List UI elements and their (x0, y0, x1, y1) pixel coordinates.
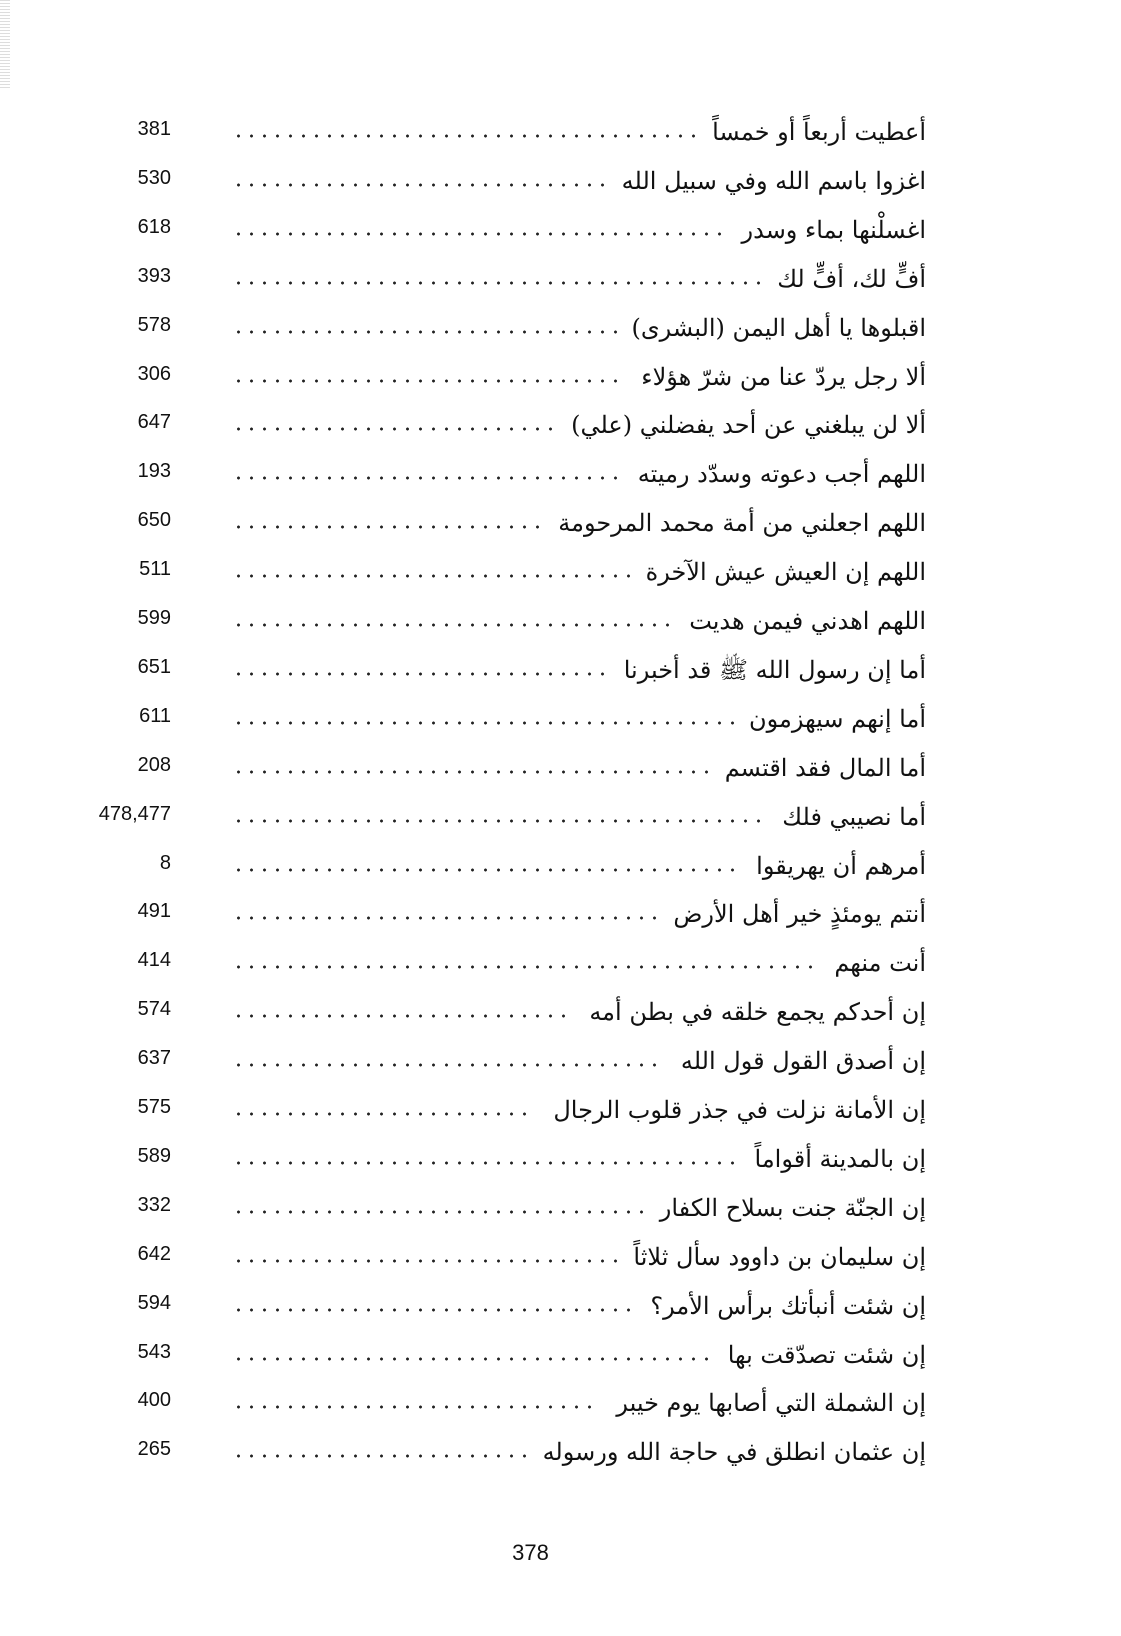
dot-leader (232, 867, 739, 873)
entry-text: اللهم اهدني فيمن هديت (689, 607, 926, 635)
entry-page-number: 193 (137, 460, 171, 483)
entry-page-number: 400 (137, 1389, 171, 1412)
dot-leader (232, 1160, 739, 1166)
index-entry (0, 405, 1121, 449)
entry-text: اقبلوها يا أهل اليمن (البشرى) (631, 313, 926, 342)
index-entry (0, 601, 1121, 645)
entry-page-number: 393 (137, 264, 171, 287)
dot-leader (232, 426, 557, 432)
index-entry (0, 552, 1121, 596)
dot-leader (232, 622, 674, 628)
index-entry (0, 1286, 1121, 1330)
entry-page-number: 574 (137, 998, 171, 1021)
index-entry (0, 1139, 1121, 1183)
entry-text: إن عثمان انطلق في حاجة الله ورسوله (542, 1438, 926, 1467)
dot-leader (232, 475, 622, 481)
dot-leader (232, 1209, 648, 1215)
entry-page-number: 491 (137, 900, 171, 923)
entry-page-number: 208 (137, 753, 171, 776)
entry-text: إن سليمان بن داوود سأل ثلاثاً (633, 1242, 926, 1271)
index-entry (0, 1090, 1121, 1134)
index-entry (0, 308, 1121, 352)
entry-text: أعطيت أربعاً أو خمساً (712, 118, 926, 146)
index-entry (0, 992, 1121, 1036)
entry-page-number: 332 (137, 1193, 171, 1216)
entry-text: أما نصيبي فلك (782, 802, 926, 831)
entry-text: اغسلْنها بماء وسدر (741, 215, 926, 244)
index-entry (0, 894, 1121, 938)
index-entry (0, 1188, 1121, 1232)
entry-text: إن شئت تصدّقت بها (727, 1340, 926, 1369)
entry-text: إن بالمدينة أقواماً (754, 1144, 926, 1173)
index-entry (0, 650, 1121, 694)
dot-leader (232, 818, 765, 824)
entry-text: إن الأمانة نزلت في جذر قلوب الرجال (553, 1096, 926, 1124)
index-entry (0, 846, 1121, 890)
index-entry (0, 748, 1121, 792)
entry-page-number: 511 (139, 558, 171, 581)
entry-page-number: 589 (137, 1144, 171, 1167)
dot-leader (232, 524, 544, 530)
dot-leader (232, 769, 713, 775)
dot-leader (232, 964, 817, 970)
dot-leader (232, 1453, 531, 1459)
page-number: 378 (512, 1540, 549, 1565)
dot-leader (232, 280, 765, 286)
entry-text: اغزوا باسم الله وفي سبيل الله (621, 166, 926, 195)
entry-page-number: 650 (137, 509, 171, 532)
dot-leader (232, 231, 726, 237)
dot-leader (232, 720, 739, 726)
index-entry (0, 357, 1121, 401)
entry-page-number: 651 (137, 655, 171, 678)
entry-text: أنت منهم (834, 949, 926, 978)
entry-page-number: 647 (137, 411, 171, 434)
index-entry (0, 259, 1121, 303)
index-entry (0, 503, 1121, 547)
dot-leader (232, 1307, 635, 1313)
index-entry (0, 1335, 1121, 1379)
dot-leader (232, 671, 609, 677)
dot-leader (232, 915, 661, 921)
index-entry (0, 112, 1121, 156)
entry-page-number: 530 (137, 166, 171, 189)
entry-page-number: 265 (137, 1438, 171, 1461)
entry-text: اللهم إن العيش عيش الآخرة (645, 558, 926, 587)
entry-page-number: 642 (137, 1242, 171, 1265)
entry-text: إن أصدق القول قول الله (680, 1047, 926, 1076)
entry-text: أمرهم أن يهريقوا (756, 851, 926, 880)
entry-text: أفٍّ لك، أفٍّ لك (777, 264, 926, 293)
dot-leader (232, 133, 700, 139)
entry-text: أما إنهم سيهزمون (748, 704, 926, 733)
index-entry (0, 1237, 1121, 1281)
dot-leader (232, 1404, 596, 1410)
index-entry (0, 1041, 1121, 1085)
dot-leader (232, 182, 609, 188)
entry-page-number: 611 (139, 704, 171, 727)
entry-text: أما المال فقد اقتسم (724, 753, 926, 782)
entry-text: ألا لن يبلغني عن أحد يفضلني (علي) (571, 411, 926, 440)
entry-text: اللهم اجعلني من أمة محمد المرحومة (558, 509, 926, 538)
dot-leader (232, 378, 622, 384)
entry-page-number: 575 (137, 1096, 171, 1118)
entry-page-number: 306 (137, 362, 171, 385)
index-entry (0, 797, 1121, 841)
dot-leader (232, 1356, 713, 1362)
entry-page-number: 381 (137, 118, 171, 140)
dot-leader (232, 1062, 661, 1068)
entry-text: اللهم أجب دعوته وسدّد رميته (637, 460, 926, 489)
entry-page-number: 8 (159, 851, 171, 874)
entry-page-number: 618 (137, 215, 171, 238)
entry-text: إن أحدكم يجمع خلقه في بطن أمه (589, 998, 926, 1027)
dot-leader (232, 1111, 531, 1117)
entry-page-number: 637 (137, 1047, 171, 1070)
index-entry (0, 699, 1121, 743)
entry-page-number: 578 (137, 313, 171, 336)
entry-page-number: 594 (137, 1291, 171, 1314)
entry-text: إن الجنّة جنت بسلاح الكفار (659, 1193, 926, 1222)
index-entry (0, 1383, 1121, 1427)
index-entry (0, 1432, 1121, 1476)
entry-text: إن الشملة التي أصابها يوم خيبر (616, 1389, 926, 1418)
dot-leader (232, 329, 622, 335)
index-entry (0, 210, 1121, 254)
entry-text: إن شئت أنبأتك برأس الأمر؟ (650, 1291, 926, 1320)
dot-leader (232, 1258, 622, 1264)
entry-text: ألا رجل يردّ عنا من شرّ هؤلاء (641, 362, 926, 391)
index-entry (0, 161, 1121, 205)
index-entry (0, 454, 1121, 498)
entry-page-number: 599 (137, 607, 171, 629)
entry-text: أما إن رسول الله ﷺ قد أخبرنا (623, 655, 926, 684)
entry-page-number: 478,477 (98, 802, 171, 825)
dot-leader (232, 1013, 570, 1019)
entry-text: أنتم يومئذٍ خير أهل الأرض (673, 900, 926, 929)
dot-leader (232, 573, 635, 579)
entry-page-number: 414 (137, 949, 171, 972)
index-entry (0, 943, 1121, 987)
entry-page-number: 543 (137, 1340, 171, 1363)
